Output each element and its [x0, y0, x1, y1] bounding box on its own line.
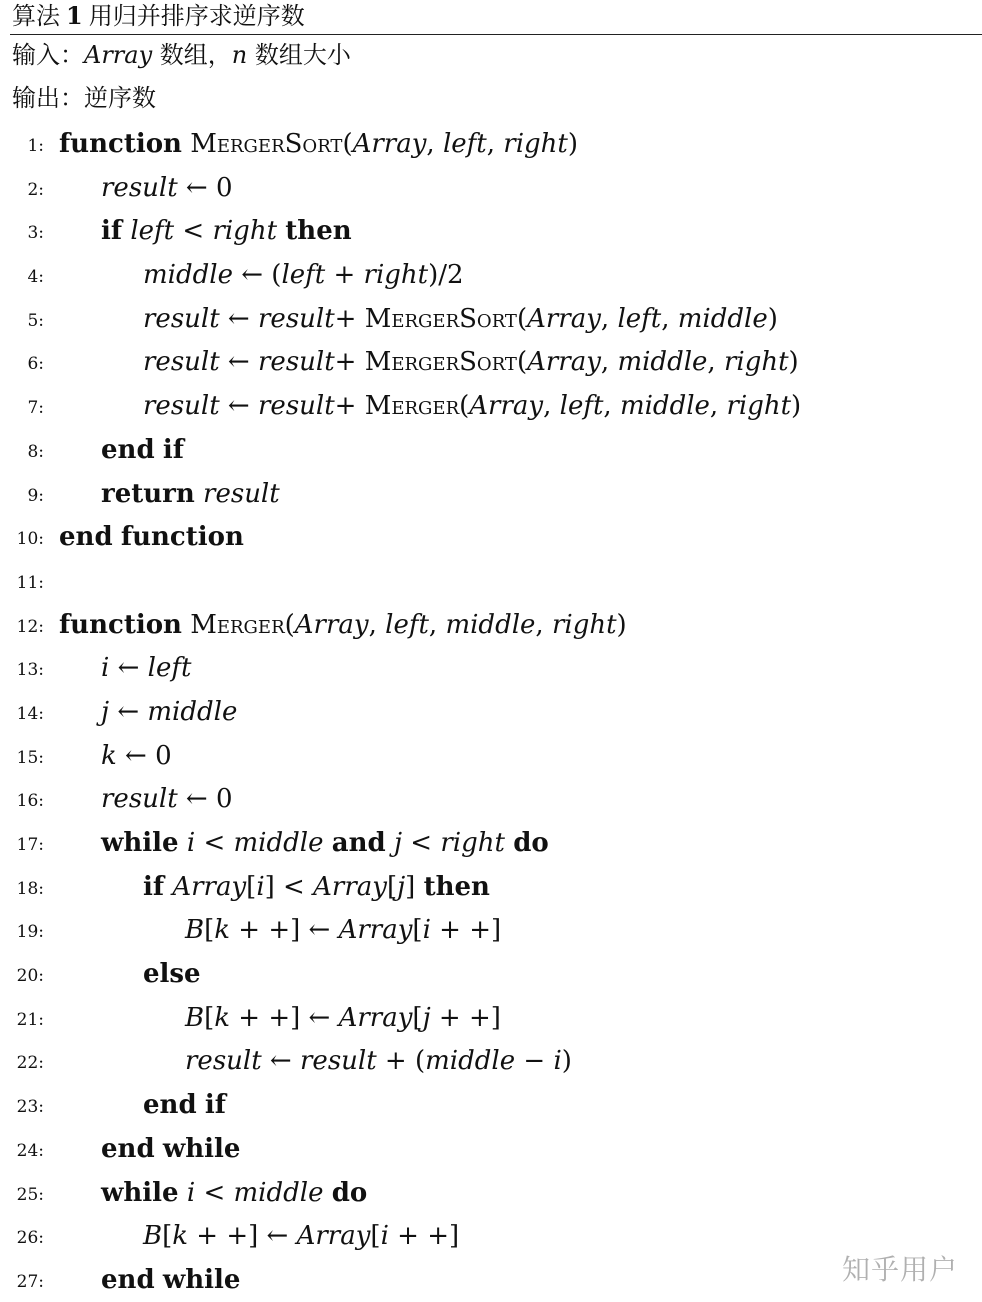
line-number: 19:: [16, 922, 44, 943]
algorithm-caption: [12, 2, 305, 30]
line-number: 15:: [16, 747, 44, 768]
algorithm-line: [0, 996, 982, 1040]
line-number: 13:: [16, 660, 44, 681]
line-number: 9:: [27, 485, 44, 506]
line-number: 23:: [16, 1097, 44, 1118]
line-number: 26:: [16, 1228, 44, 1249]
output-label: 输出：: [12, 84, 84, 112]
algorithm-line: [0, 734, 982, 778]
algorithm-line: [0, 1171, 982, 1215]
line-number: 4:: [27, 267, 44, 288]
algorithm-line: [0, 297, 982, 341]
line-code: B[k + +] ← Array[i + +]: [143, 1221, 460, 1252]
algorithm-line: [0, 428, 982, 472]
line-code: function Merger(Array, left, middle, right): [59, 609, 627, 640]
watermark: 知乎用户: [841, 1253, 958, 1286]
input-line: [12, 40, 351, 70]
line-code: end while: [101, 1133, 241, 1164]
output-text: 逆序数: [84, 84, 156, 112]
line-number: 3:: [27, 223, 44, 244]
algorithm-line: [0, 1083, 982, 1127]
line-code: result ← result+ MergerSort(Array, middle, right): [143, 347, 799, 378]
line-number: 16:: [16, 791, 44, 812]
line-code: while i < middle do: [101, 1177, 368, 1208]
algorithm-line: [0, 384, 982, 428]
line-number: 17:: [16, 835, 44, 855]
line-code: B[k + +] ← Array[i + +]: [185, 915, 502, 946]
line-code: end function: [59, 522, 244, 553]
algorithm-line: [0, 777, 982, 821]
output-line: [12, 83, 156, 113]
algorithm-line: [0, 1214, 982, 1258]
algorithm-line: [0, 821, 982, 865]
algorithm-line: [0, 952, 982, 996]
line-code: end if: [143, 1090, 226, 1121]
line-code: result ← 0: [101, 784, 233, 815]
line-number: 7:: [27, 398, 44, 419]
line-code: result ← result+ Merger(Array, left, middle, right): [143, 391, 802, 422]
algorithm-line: [0, 122, 982, 166]
line-code: result ← result + (middle − i): [185, 1046, 572, 1077]
algorithm-line: [0, 472, 982, 516]
algorithm-line: [0, 865, 982, 909]
line-number: 1:: [27, 136, 44, 156]
line-code: i ← left: [101, 653, 192, 684]
algorithm-line: [0, 515, 982, 559]
caption-rule: [10, 34, 982, 35]
line-code: middle ← (left + right)/2: [143, 260, 464, 291]
algorithm-line: [0, 908, 982, 952]
line-number: 11:: [16, 572, 44, 593]
line-code: j ← middle: [101, 696, 238, 727]
line-number: 14:: [16, 703, 44, 724]
algorithm-line: [0, 603, 982, 647]
line-code: k ← 0: [101, 740, 172, 771]
line-number: 2:: [27, 179, 44, 200]
input-label: 输入：: [12, 41, 84, 69]
caption-number: 1: [66, 1, 83, 30]
line-code: B[k + +] ← Array[j + +]: [185, 1002, 501, 1033]
line-number: 27:: [16, 1271, 44, 1292]
line-code: end if: [101, 434, 184, 465]
line-code: else: [143, 959, 201, 990]
line-code: if left < right then: [101, 216, 352, 247]
caption-label: 算法: [12, 2, 60, 30]
line-code: function MergerSort(Array, left, right): [59, 129, 579, 159]
line-code: while i < middle and j < right do: [101, 828, 549, 858]
line-number: 6:: [27, 354, 44, 375]
line-code: end while: [101, 1264, 241, 1295]
line-number: 12:: [16, 616, 44, 637]
line-code: result ← 0: [101, 172, 233, 203]
input-text: Array 数组，n 数组大小: [84, 41, 351, 69]
caption-title: 用归并排序求逆序数: [88, 2, 305, 30]
algorithm-line: [0, 209, 982, 253]
algorithm-line: [0, 646, 982, 690]
algorithm-line: [0, 1039, 982, 1083]
algorithm-line: [0, 340, 982, 384]
line-number: 21:: [16, 1009, 44, 1030]
algorithm-line: [0, 690, 982, 734]
line-code: return result: [101, 478, 280, 509]
algorithm-line: [0, 166, 982, 210]
line-number: 18:: [16, 878, 44, 899]
algorithm-body: [0, 122, 982, 1302]
line-number: 22:: [16, 1053, 44, 1074]
algorithm-line: [0, 1127, 982, 1171]
line-number: 5:: [27, 310, 44, 331]
algorithm-line: [0, 1258, 982, 1302]
line-number: 25:: [16, 1184, 44, 1205]
algorithm-line: [0, 559, 982, 603]
algorithm-line: [0, 253, 982, 297]
line-number: 8:: [27, 441, 44, 462]
line-number: 24:: [16, 1140, 44, 1161]
line-code: result ← result+ MergerSort(Array, left, middle): [143, 303, 778, 334]
line-number: 10:: [16, 529, 44, 550]
line-number: 20:: [16, 966, 44, 987]
line-code: if Array[i] < Array[j] then: [143, 871, 490, 902]
